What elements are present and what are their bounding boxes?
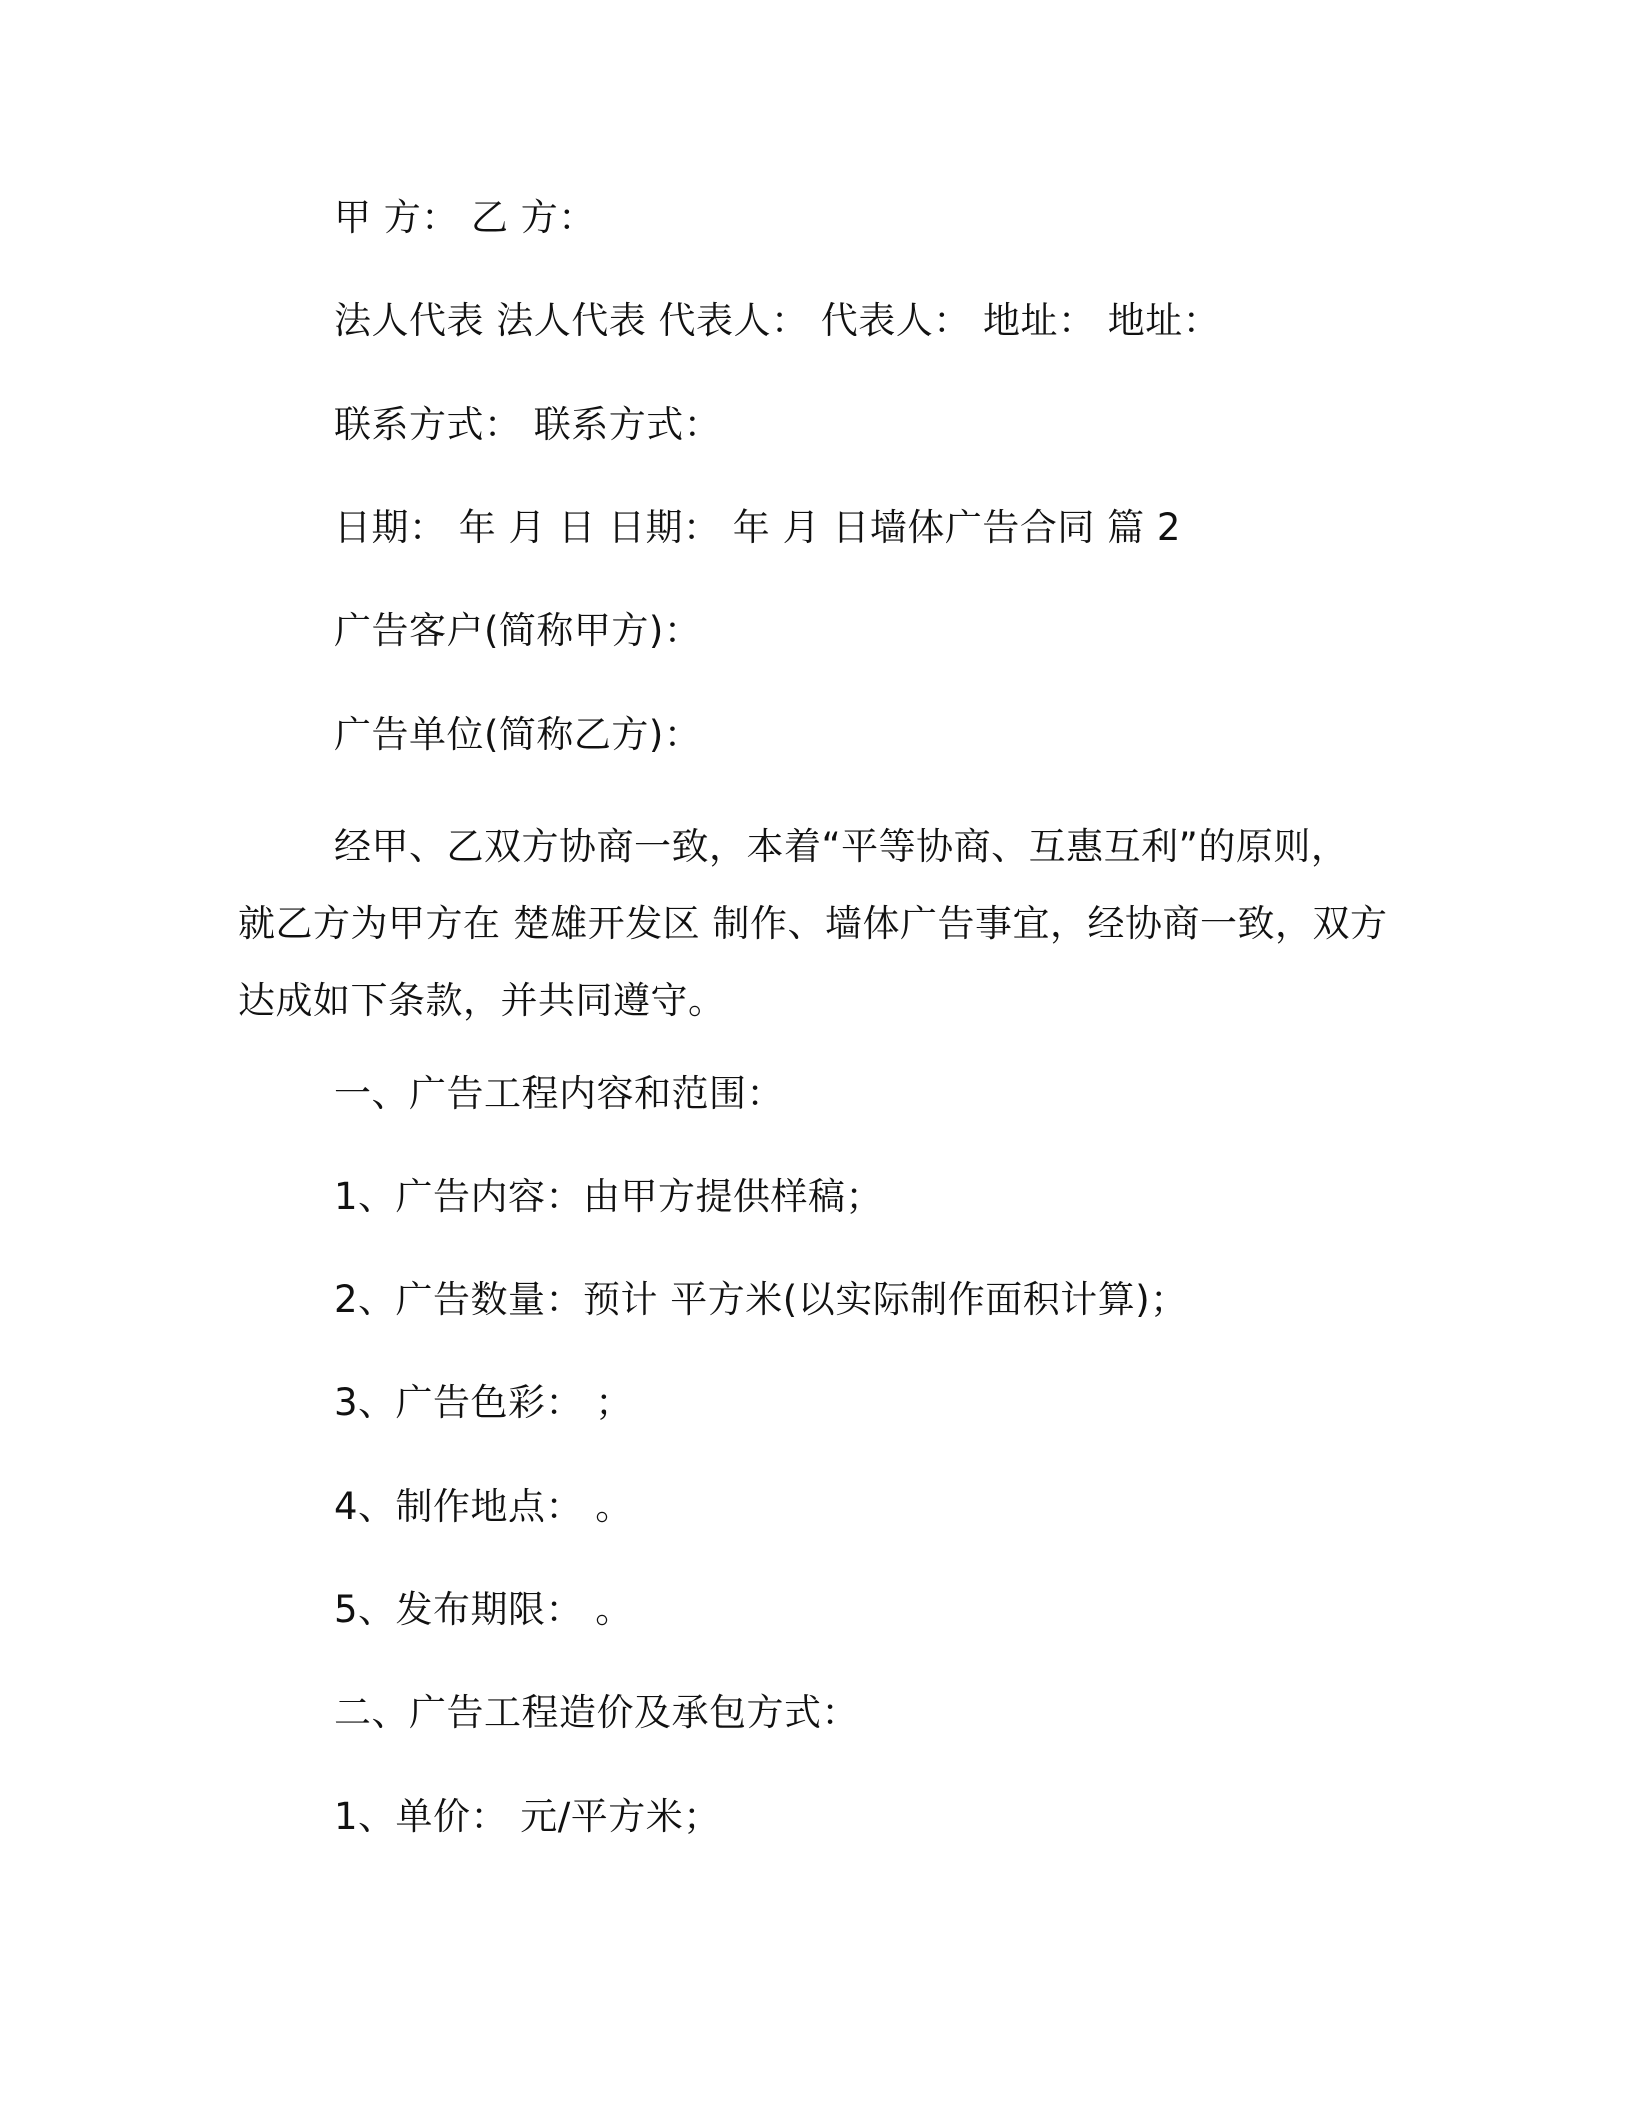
paragraph-line: 达成如下条款，并共同遵守。 xyxy=(238,979,726,1022)
date-line: 日期： 年 月 日 日期： 年 月 日墙体广告合同 篇 2 xyxy=(334,506,1181,549)
paragraph-line: 经甲、乙双方协商一致，本着“平等协商、互惠互利”的原则， xyxy=(334,825,1349,868)
section-heading: 一、广告工程内容和范围： xyxy=(334,1072,784,1115)
list-item: 4、制作地点： 。 xyxy=(334,1485,633,1528)
agency-line: 广告单位(简称乙方)： xyxy=(334,713,702,756)
list-item: 1、广告内容：由甲方提供样稿； xyxy=(334,1175,884,1218)
paragraph-line: 就乙方为甲方在 楚雄开发区 制作、墙体广告事宜，经协商一致，双方 xyxy=(238,902,1388,945)
parties-line: 甲 方： 乙 方： xyxy=(334,196,596,239)
list-item: 2、广告数量：预计 平方米(以实际制作面积计算)； xyxy=(334,1278,1188,1321)
list-item: 1、单价： 元/平方米； xyxy=(334,1795,721,1838)
representatives-address-line: 法人代表 法人代表 代表人： 代表人： 地址： 地址： xyxy=(334,299,1221,342)
section-heading: 二、广告工程造价及承包方式： xyxy=(334,1691,859,1734)
list-item: 3、广告色彩： ； xyxy=(334,1381,633,1424)
agreement-paragraph xyxy=(238,808,1388,1039)
list-item: 5、发布期限： 。 xyxy=(334,1588,633,1631)
contact-line: 联系方式： 联系方式： xyxy=(334,403,722,446)
client-line: 广告客户(简称甲方)： xyxy=(334,609,702,652)
